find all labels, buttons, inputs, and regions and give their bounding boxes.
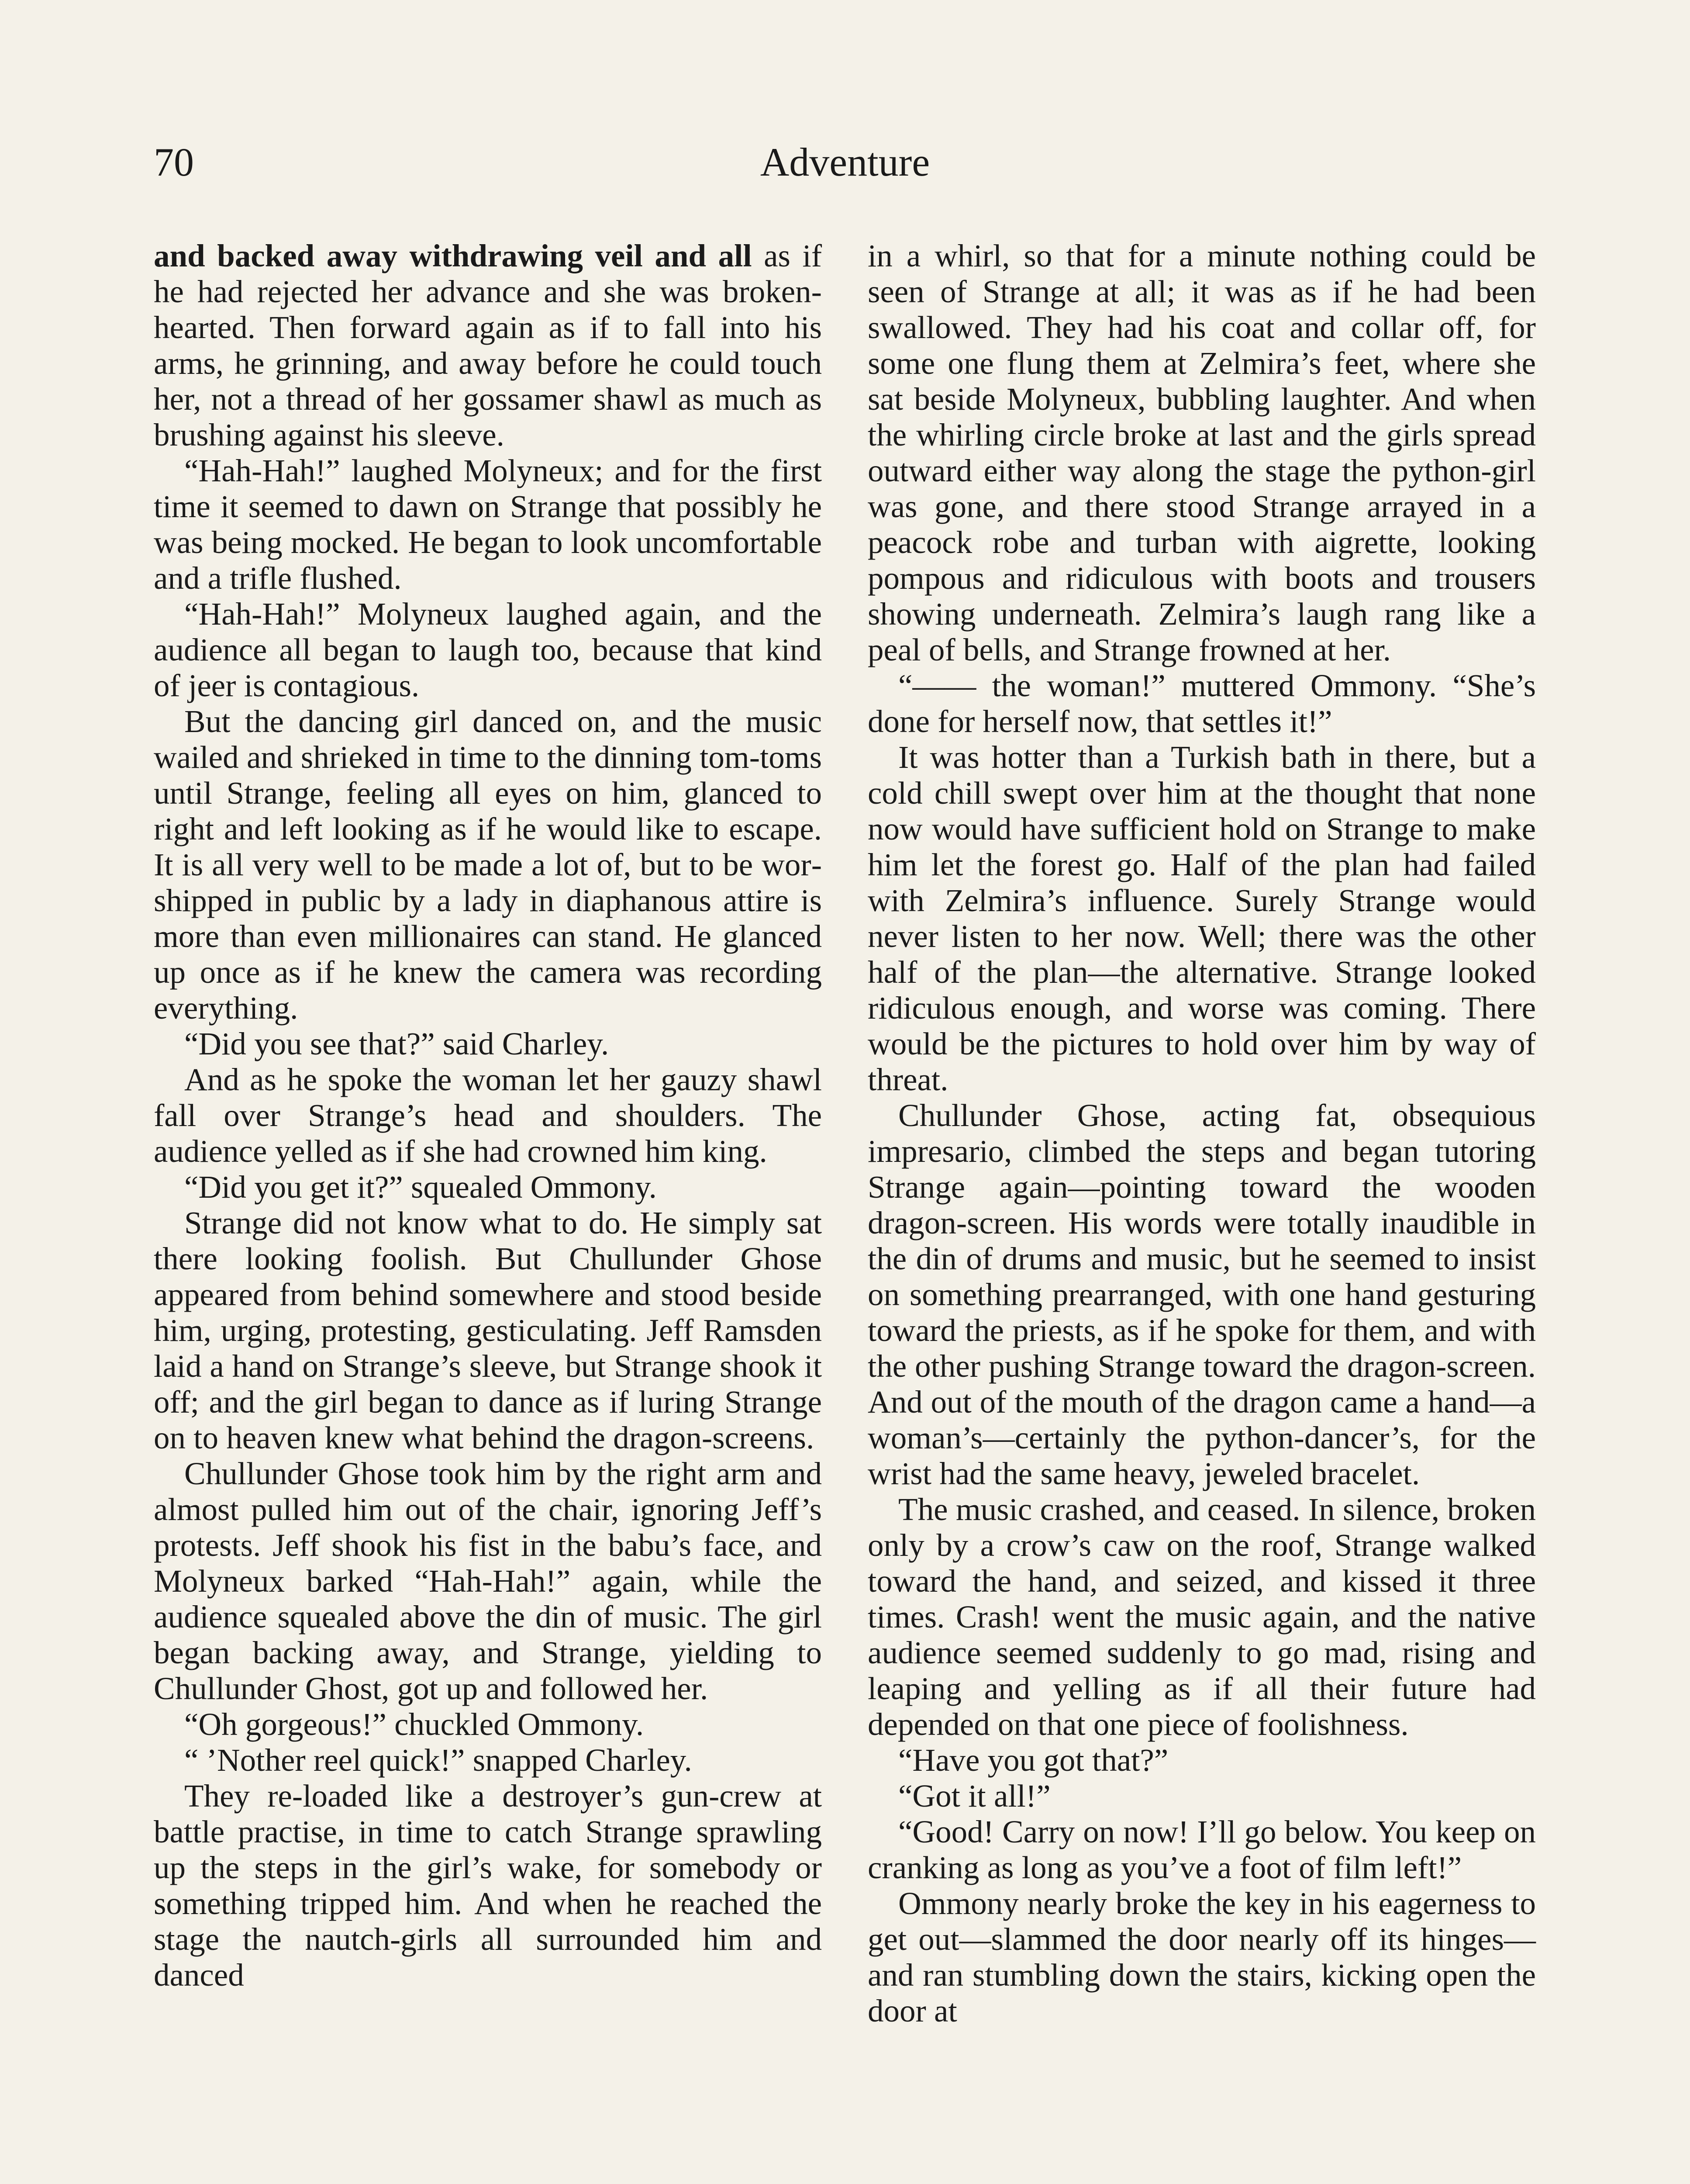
paragraph: and backed away withdrawing veil and all as if he had rejected her advance and she was broken-hearted. Then forward again as if to fall into his arms, he grinning, and away before he could touch her, not a thread of her gossamer shawl as much as brushing against his sleeve. — [154, 238, 822, 453]
paragraph: “ ’Nother reel quick!” snapped Charley. — [184, 1742, 692, 1778]
paragraph: The music crashed, and ceased. In silence, broken only by a crow’s caw on the roof, Strange walked toward the hand, and seized, and kissed it three times. Crash! went the music again, and the native audience seemed suddenly to go mad, rising and leaping and yelling as if all their future had depended on that one piece of foolishness. — [868, 1492, 1536, 1742]
paragraph: “Got it all!” — [898, 1778, 1051, 1814]
paragraph: It was hotter than a Turkish bath in there, but a cold chill swept over him at the thought that none now would have sufficient hold on Strange to make him let the forest go. Half of the plan had failed with Zelmira’s influence. Surely Strange would never listen to her now. Well; there was the other half of the plan—the alternative. Strange looked ridiculous enough, and worse was coming. There would be the pictures to hold over him by way of threat. — [868, 740, 1536, 1097]
running-head: Adventure — [760, 140, 930, 184]
paragraph: “Did you get it?” squealed Ommony. — [184, 1169, 657, 1205]
paragraph: And as he spoke the woman let her gauzy shawl fall over Strange’s head and shoulders. The audience yelled as if she had crowned him king. — [154, 1062, 822, 1169]
bold-lead-in: and backed away withdrawing veil and all — [154, 238, 752, 273]
paragraph: “Have you got that?” — [898, 1742, 1169, 1778]
right-column — [868, 238, 1536, 2029]
paragraph: Chullunder Ghose, acting fat, obsequious impresario, climbed the steps and began tutoring Strange again—pointing toward the wooden dragon-screen. His words were totally inaudible in the din of drums and music, but he seemed to insist on something prearranged, with one hand gesturing toward the priests, as if he spoke for them, and with the other pushing Strange toward the dragon-screen. And out of the mouth of the dragon came a hand—a woman’s—certainly the python-dancer’s, for the wrist had the same heavy, jeweled bracelet. — [868, 1098, 1536, 1491]
paragraph: Strange did not know what to do. He simply sat there looking foolish. But Chullunder Ghose appeared from behind somewhere and stood beside him, urging, protesting, gesticulating. Jeff Ramsden laid a hand on Strange’s sleeve, but Strange shook it off; and the girl began to dance as if luring Strange on to heaven knew what behind the dragon-screens. — [154, 1205, 822, 1455]
paragraph: But the dancing girl danced on, and the music wailed and shrieked in time to the dinning tom-toms until Strange, feeling all eyes on him, glanced to right and left looking as if he would like to escape. It is all very well to be made a lot of, but to be worshipped in public by a lady in diaphanous attire is more than even millionaires can stand. He glanced up once as if he knew the camera was recording everything. — [154, 704, 822, 1026]
paragraph: They re-loaded like a destroyer’s gun-crew at battle practise, in time to catch Strange sprawling up the steps in the girl’s wake, for somebody or something tripped him. And when he reached the stage the nautch-girls all surrounded him and danced — [154, 1778, 822, 1993]
left-column — [154, 238, 822, 1993]
paragraph: “Hah-Hah!” Molyneux laughed again, and the audience all began to laugh too, because that kind of jeer is contagious. — [154, 596, 822, 703]
paragraph: “Good! Carry on now! I’ll go below. You keep on cranking as long as you’ve a foot of film left!” — [868, 1814, 1536, 1885]
paragraph: Ommony nearly broke the key in his eagerness to get out—slammed the door nearly off its hinges—and ran stumbling down the stairs, kicking open the door at — [868, 1886, 1536, 2028]
paragraph: Chullunder Ghose took him by the right arm and almost pulled him out of the chair, ignoring Jeff’s protests. Jeff shook his fist in the babu’s face, and Molyneux barked “Hah-Hah!” again, while the audience squealed above the din of music. The girl began backing away, and Strange, yielding to Chullunder Ghost, got up and followed her. — [154, 1456, 822, 1706]
paragraph: “Hah-Hah!” laughed Molyneux; and for the first time it seemed to dawn on Strange that possibly he was being mocked. He began to look uncomfortable and a trifle flushed. — [154, 453, 822, 596]
paragraph: “Did you see that?” said Charley. — [184, 1026, 609, 1061]
paragraph: in a whirl, so that for a minute nothing could be seen of Strange at all; it was as if he had been swallowed. They had his coat and collar off, for some one flung them at Zelmira’s feet, where she sat beside Molyneux, bubbling laughter. And when the whirling circle broke at last and the girls spread outward either way along the stage the python-girl was gone, and there stood Strange arrayed in a peacock robe and turban with aigrette, looking pompous and ridiculous with boots and trousers showing underneath. Zelmira’s laugh rang like a peal of bells, and Strange frowned at her. — [868, 238, 1536, 667]
paragraph: “—— the woman!” muttered Ommony. “She’s done for herself now, that settles it!” — [868, 668, 1536, 739]
page-number: 70 — [154, 140, 194, 184]
paragraph: “Oh gorgeous!” chuckled Ommony. — [184, 1707, 644, 1742]
